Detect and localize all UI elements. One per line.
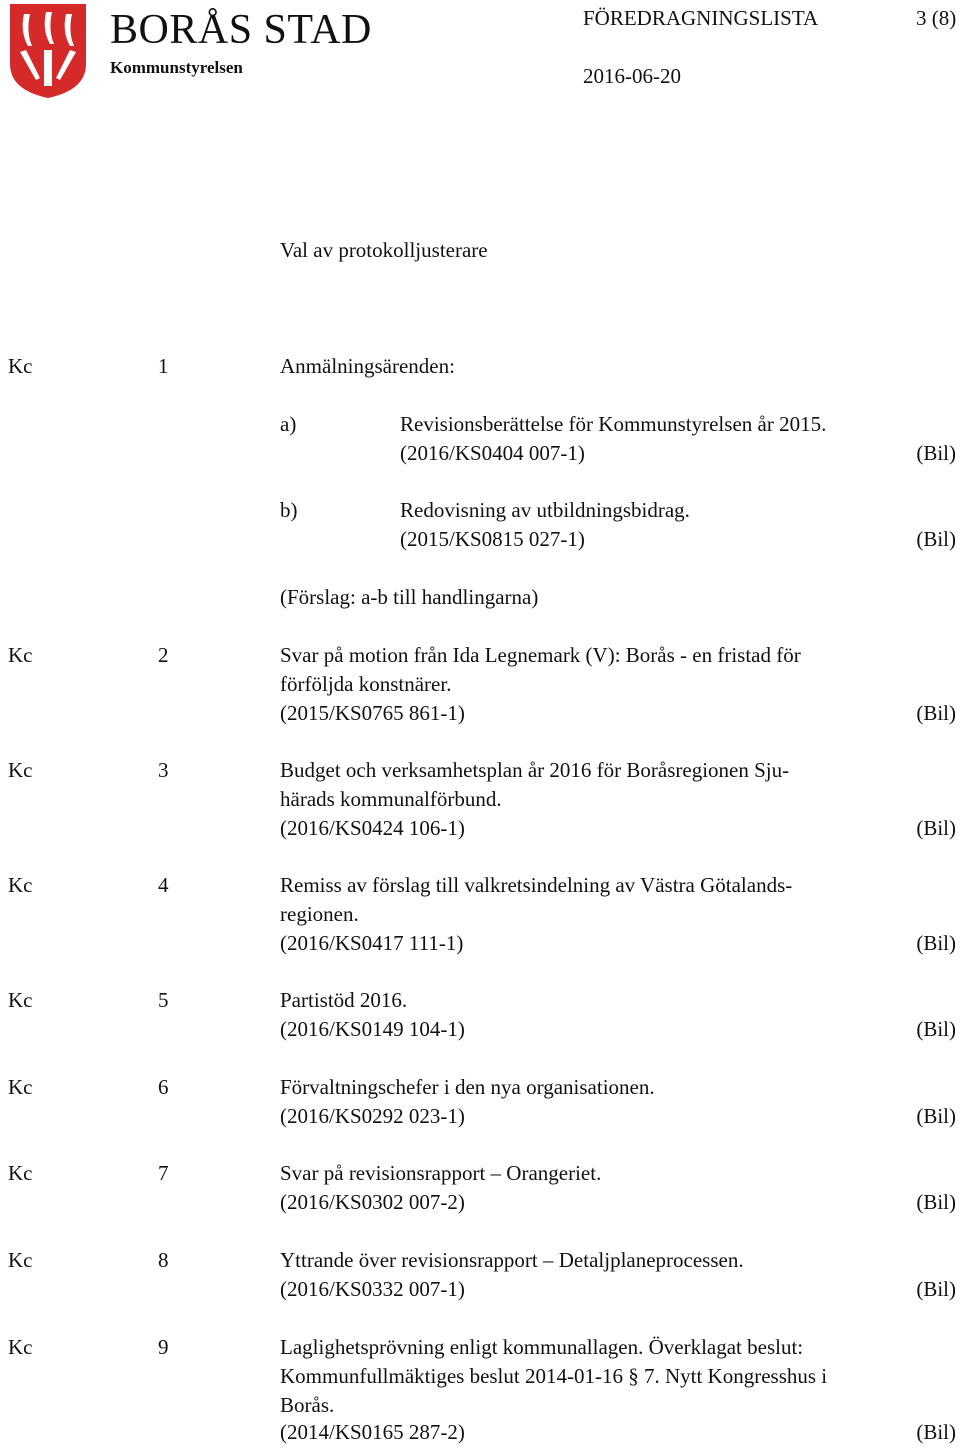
item-text: Partistöd 2016. xyxy=(280,988,408,1012)
item-prefix: Kc xyxy=(8,988,33,1012)
item-text: Budget och verksamhetsplan år 2016 för Boråsregionen Sju- xyxy=(280,758,790,782)
item-text: Svar på revisionsrapport – Orangeriet. xyxy=(280,1161,602,1185)
subitem-text: Revisionsberättelse för Kommunstyrelsen år 2015. xyxy=(400,412,827,436)
document-date: 2016-06-20 xyxy=(583,64,681,88)
item-prefix: Kc xyxy=(8,873,33,897)
item-number: 8 xyxy=(158,1248,169,1272)
org-name: BORÅS STAD xyxy=(110,7,372,53)
item-number: 3 xyxy=(158,758,169,782)
item-text: Remiss av förslag till valkretsindelning av Västra Götalands- xyxy=(280,873,793,897)
item-text: Svar på motion från Ida Legnemark (V): Borås - en fristad för xyxy=(280,643,801,667)
item-reference: (2014/KS0165 287-2) xyxy=(280,1420,465,1444)
item-number: 2 xyxy=(158,643,169,667)
attachment-marker: (Bil) xyxy=(916,527,956,551)
item-reference: (2016/KS0417 111-1) xyxy=(280,931,464,955)
subitem-reference: (2016/KS0404 007-1) xyxy=(400,441,585,465)
attachment-marker: (Bil) xyxy=(916,441,956,465)
subitem-letter: b) xyxy=(280,498,298,522)
attachment-marker: (Bil) xyxy=(916,1017,956,1041)
item-prefix: Kc xyxy=(8,643,33,667)
item-text: härads kommunalförbund. xyxy=(280,787,502,811)
item-reference: (2016/KS0292 023-1) xyxy=(280,1104,465,1128)
boras-coat-of-arms-logo xyxy=(6,2,90,100)
item-number: 5 xyxy=(158,988,169,1012)
item-prefix: Kc xyxy=(8,354,33,378)
attachment-marker: (Bil) xyxy=(916,701,956,725)
item-reference: (2015/KS0765 861-1) xyxy=(280,701,465,725)
item-number: 6 xyxy=(158,1075,169,1099)
item-number: 9 xyxy=(158,1335,169,1359)
attachment-marker: (Bil) xyxy=(916,931,956,955)
subitem-letter: a) xyxy=(280,412,297,436)
item-reference: (2016/KS0149 104-1) xyxy=(280,1017,465,1041)
item-prefix: Kc xyxy=(8,1248,33,1272)
item-number: 7 xyxy=(158,1161,169,1185)
document-type: FÖREDRAGNINGSLISTA xyxy=(583,6,819,30)
item-text: Kommunfullmäktiges beslut 2014-01-16 § 7. Nytt Kongresshus i xyxy=(280,1364,828,1388)
item-prefix: Kc xyxy=(8,758,33,782)
item-number: 1 xyxy=(158,354,169,378)
item-text: förföljda konstnärer. xyxy=(280,672,452,696)
attachment-marker: (Bil) xyxy=(916,816,956,840)
item-text: regionen. xyxy=(280,902,359,926)
item-text: Förvaltningschefer i den nya organisationen. xyxy=(280,1075,655,1099)
item-title: Anmälningsärenden: xyxy=(280,354,455,378)
org-unit: Kommunstyrelsen xyxy=(110,58,243,77)
item-prefix: Kc xyxy=(8,1075,33,1099)
item-prefix: Kc xyxy=(8,1161,33,1185)
item-reference: (2016/KS0424 106-1) xyxy=(280,816,465,840)
item-text: Yttrande över revisionsrapport – Detaljplaneprocessen. xyxy=(280,1248,744,1272)
proposal-text: (Förslag: a-b till handlingarna) xyxy=(280,585,539,609)
attachment-marker: (Bil) xyxy=(916,1190,956,1214)
item-reference: (2016/KS0302 007-2) xyxy=(280,1190,465,1214)
attachment-marker: (Bil) xyxy=(916,1277,956,1301)
attachment-marker: (Bil) xyxy=(916,1420,956,1444)
item-text: Laglighetsprövning enligt kommunallagen. Överklagat beslut: xyxy=(280,1335,804,1359)
subitem-text: Redovisning av utbildningsbidrag. xyxy=(400,498,690,522)
subitem-reference: (2015/KS0815 027-1) xyxy=(400,527,585,551)
item-number: 4 xyxy=(158,873,169,897)
item-prefix: Kc xyxy=(8,1335,33,1359)
item-text: Borås. xyxy=(280,1393,335,1417)
intro-heading: Val av protokolljusterare xyxy=(280,238,488,262)
attachment-marker: (Bil) xyxy=(916,1104,956,1128)
page-number: 3 (8) xyxy=(916,6,957,30)
item-reference: (2016/KS0332 007-1) xyxy=(280,1277,465,1301)
